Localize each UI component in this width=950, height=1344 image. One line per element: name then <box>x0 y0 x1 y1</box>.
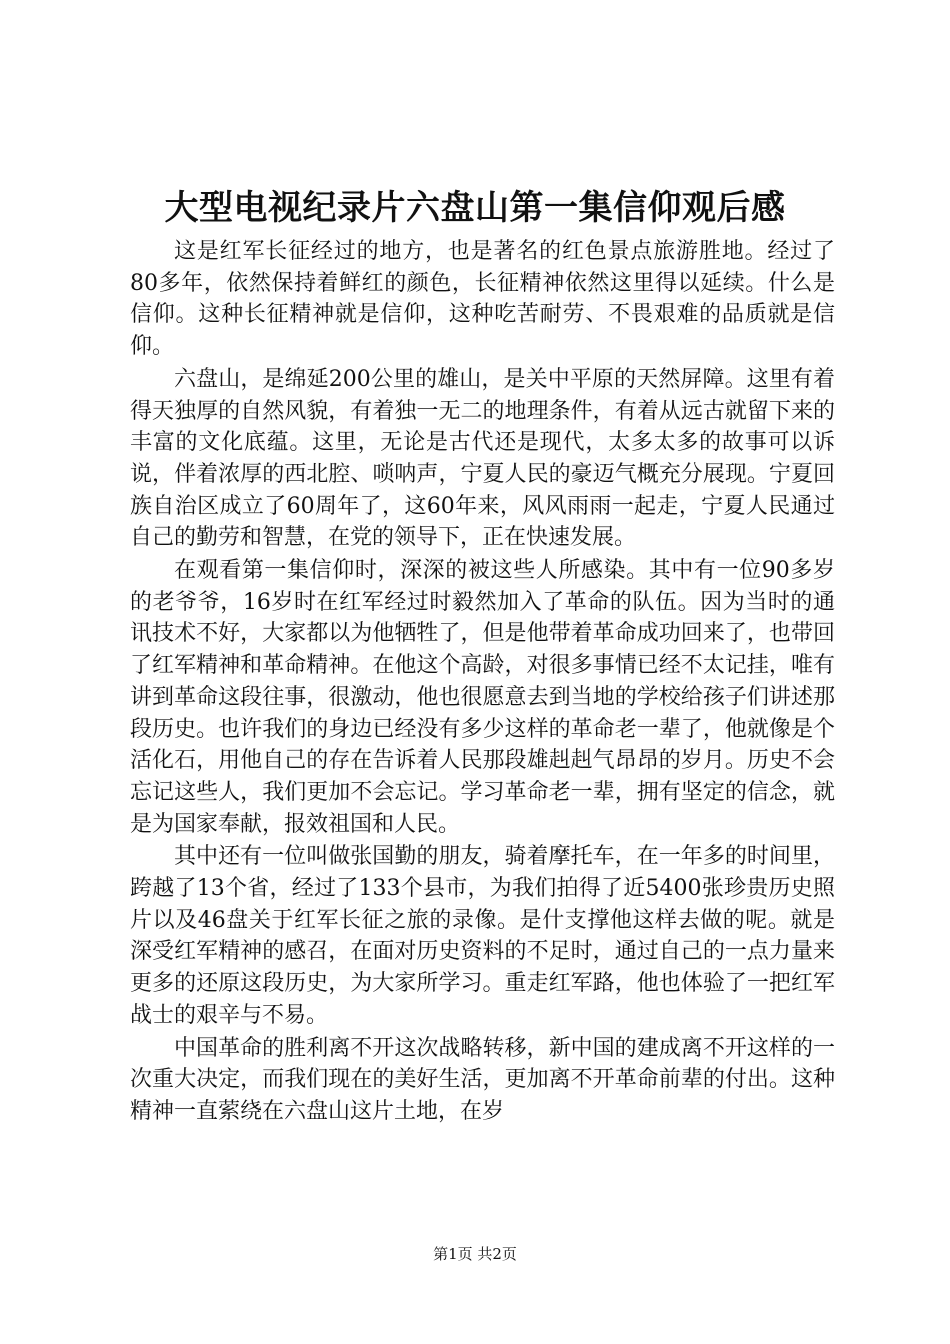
page-number-footer: 第1页 共2页 <box>433 1245 517 1263</box>
paragraph: 在观看第一集信仰时，深深的被这些人所感染。其中有一位90多岁的老爷爷，16岁时在红军经过时毅然加入了革命的队伍。因为当时的通讯技术不好，大家都以为他牺牲了，但是他带着革命成功回来了，也带回了红军精神和革命精神。在他这个高龄，对很多事情已经不太记挂，唯有讲到革命这段往事，很激动，他也很愿意去到当地的学校给孩子们讲述那段历史。也许我们的身边已经没有多少这样的革命老一辈了，他就像是个活化石，用他自己的存在告诉着人民那段雄赳赳气昂昂的岁月。历史不会忘记这些人，我们更加不会忘记。学习革命老一辈，拥有坚定的信念，就是为国家奉献，报效祖国和人民。 <box>130 558 835 837</box>
paragraph: 其中还有一位叫做张国勤的朋友，骑着摩托车，在一年多的时间里，跨越了13个省，经过了133个县市，为我们拍得了近5400张珍贵历史照片以及46盘关于红军长征之旅的录像。是什支撑他这样去做的呢。就是深受红军精神的感召，在面对历史资料的不足时，通过自己的一点力量来更多的还原这段历史，为大家所学习。重走红军路，他也体验了一把红军战士的艰辛与不易。 <box>130 844 835 1028</box>
document-body <box>130 236 835 1128</box>
document-title: 大型电视纪录片六盘山第一集信仰观后感 <box>164 188 786 228</box>
paragraph: 六盘山，是绵延200公里的雄山，是关中平原的天然屏障。这里有着得天独厚的自然风貌，有着独一无二的地理条件，有着从远古就留下来的丰富的文化底蕴。这里，无论是古代还是现代，太多太多的故事可以诉说，伴着浓厚的西北腔、唢呐声，宁夏人民的豪迈气概充分展现。宁夏回族自治区成立了60周年了，这60年来，风风雨雨一起走，宁夏人民通过自己的勤劳和智慧，在党的领导下，正在快速发展。 <box>130 366 835 551</box>
paragraph: 中国革命的胜利离不开这次战略转移，新中国的建成离不开这样的一次重大决定，而我们现在的美好生活，更加离不开革命前辈的付出。这种精神一直萦绕在六盘山这片土地，在岁 <box>130 1035 835 1124</box>
paragraph: 这是红军长征经过的地方，也是著名的红色景点旅游胜地。经过了80多年，依然保持着鲜红的颜色，长征精神依然这里得以延续。什么是信仰。这种长征精神就是信仰，这种吃苦耐劳、不畏艰难的品质就是信仰。 <box>130 239 835 360</box>
